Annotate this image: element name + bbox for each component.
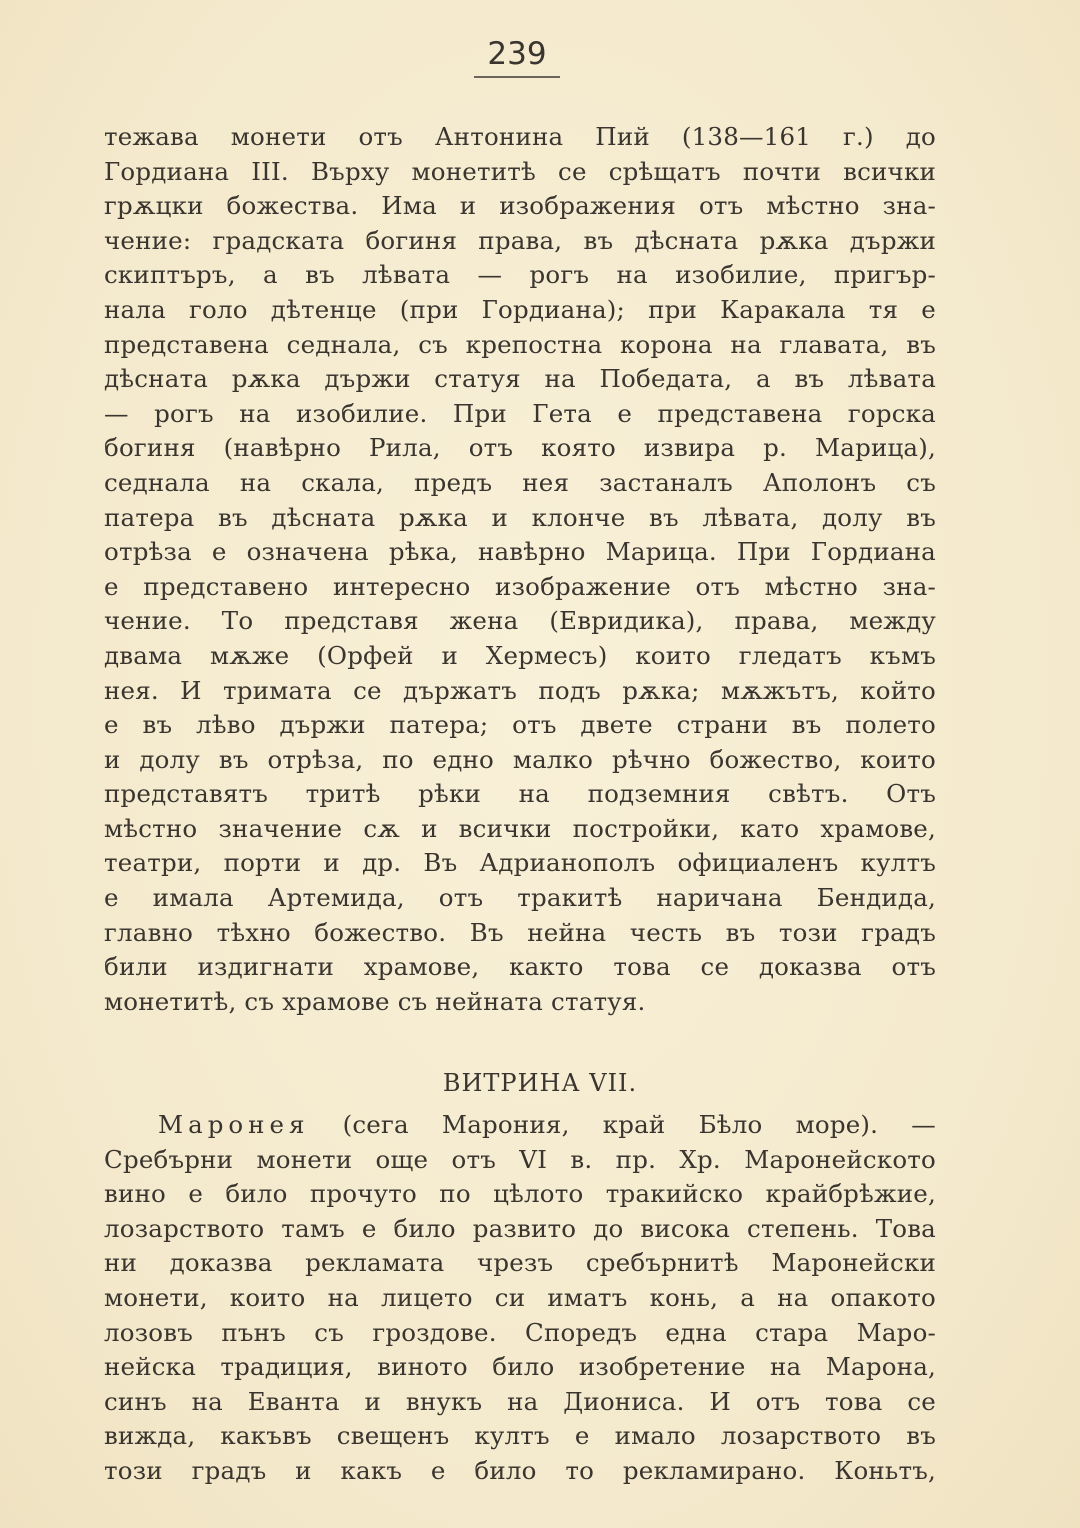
text-line: лозарството тамъ е било развито до висока степень. Това: [104, 1213, 936, 1243]
text-line: е имала Артемида, отъ тракитѣ наричана Бендида,: [104, 883, 936, 913]
text-line: скиптъръ, а въ лѣвата — рогъ на изобилие, пригър-: [104, 260, 936, 290]
section-heading: ВИТРИНА VII.: [442, 1069, 638, 1097]
text-line: вино е било прочуто по цѣлото тракийско крайбрѣжие,: [104, 1179, 936, 1209]
text-line: е въ лѣво държи патера; отъ двете страни въ полето: [104, 710, 936, 740]
text-line: били издигнати храмове, както това се доказва отъ: [104, 952, 936, 982]
text-line: нейска традиция, виното било изобретение на Марона,: [104, 1352, 936, 1382]
paragraph-coins-description: [104, 120, 936, 1019]
text-line: чение. То представя жена (Евридика), права, между: [104, 606, 936, 636]
text-line: представена седнала, съ крепостна корона на главата, въ: [104, 329, 936, 359]
text-line: вижда, какъвъ свещенъ култъ е имало лозарството въ: [104, 1421, 936, 1451]
text-line: чение: градската богиня права, въ дѣсната рѫка държи: [104, 225, 936, 255]
text-line: и долу въ отрѣза, по едно малко рѣчно божество, които: [104, 744, 936, 774]
page-number: 239: [474, 34, 560, 78]
text-line: мѣстно значение сѫ и всички постройки, като храмове,: [104, 813, 936, 843]
text-line: ни доказва рекламата чрезъ сребърнитѣ Маронейски: [104, 1248, 936, 1278]
text-line-first: [104, 1108, 936, 1143]
text-line: двама мѫже (Орфей и Хермесъ) които гледатъ къмъ: [104, 640, 936, 670]
text-line: богиня (навѣрно Рила, отъ която извира р. Марица),: [104, 433, 936, 463]
text-line: седнала на скала, предъ нея застаналъ Аполонъ съ: [104, 467, 936, 497]
paragraph-maroneia: [104, 1108, 936, 1489]
text-line: е представено интересно изображение отъ мѣстно зна-: [104, 571, 936, 601]
text-line: отрѣза е означена рѣка, навѣрно Марица. При Гордиана: [104, 537, 936, 567]
text-line: монети, които на лицето си иматъ конь, а на опакото: [104, 1282, 936, 1312]
text-line: Сребърни монети още отъ VI в. пр. Хр. Маронейското: [104, 1144, 936, 1174]
text-fragment: (сега Марония, край Бѣло море). —: [309, 1110, 936, 1139]
text-line: синъ на Еванта и внукъ на Диониса. И отъ това се: [104, 1386, 936, 1416]
text-line: нала голо дѣтенце (при Гордиана); при Каракала тя е: [104, 294, 936, 324]
place-name: Маронея: [158, 1110, 310, 1139]
text-line: — рогъ на изобилие. При Гета е представена горска: [104, 398, 936, 428]
text-line: лозовъ пънъ съ гроздове. Споредъ една стара Маро-: [104, 1317, 936, 1347]
text-line: Гордиана III. Върху монетитѣ се срѣщатъ почти всички: [104, 156, 936, 186]
text-line: дѣсната рѫка държи статуя на Победата, а въ лѣвата: [104, 364, 936, 394]
text-line: грѫцки божества. Има и изображения отъ мѣстно зна-: [104, 191, 936, 221]
text-line: патера въ дѣсната рѫка и клонче въ лѣвата, долу въ: [104, 502, 936, 532]
text-line: театри, порти и др. Въ Адрианополъ официаленъ култъ: [104, 848, 936, 878]
text-line: монетитѣ, съ храмове съ нейната статуя.: [104, 986, 646, 1016]
text-line: нея. И тримата се държатъ подъ рѫка; мѫжътъ, който: [104, 675, 936, 705]
text-line: главно тѣхно божество. Въ нейна честь въ този градъ: [104, 917, 936, 947]
text-line: тежава монети отъ Антонина Пий (138—161 г.) до: [104, 122, 936, 151]
text-line: този градъ и какъ е било то рекламирано. Коньтъ,: [104, 1455, 936, 1485]
text-line: представятъ тритѣ рѣки на подземния свѣтъ. Отъ: [104, 779, 936, 809]
